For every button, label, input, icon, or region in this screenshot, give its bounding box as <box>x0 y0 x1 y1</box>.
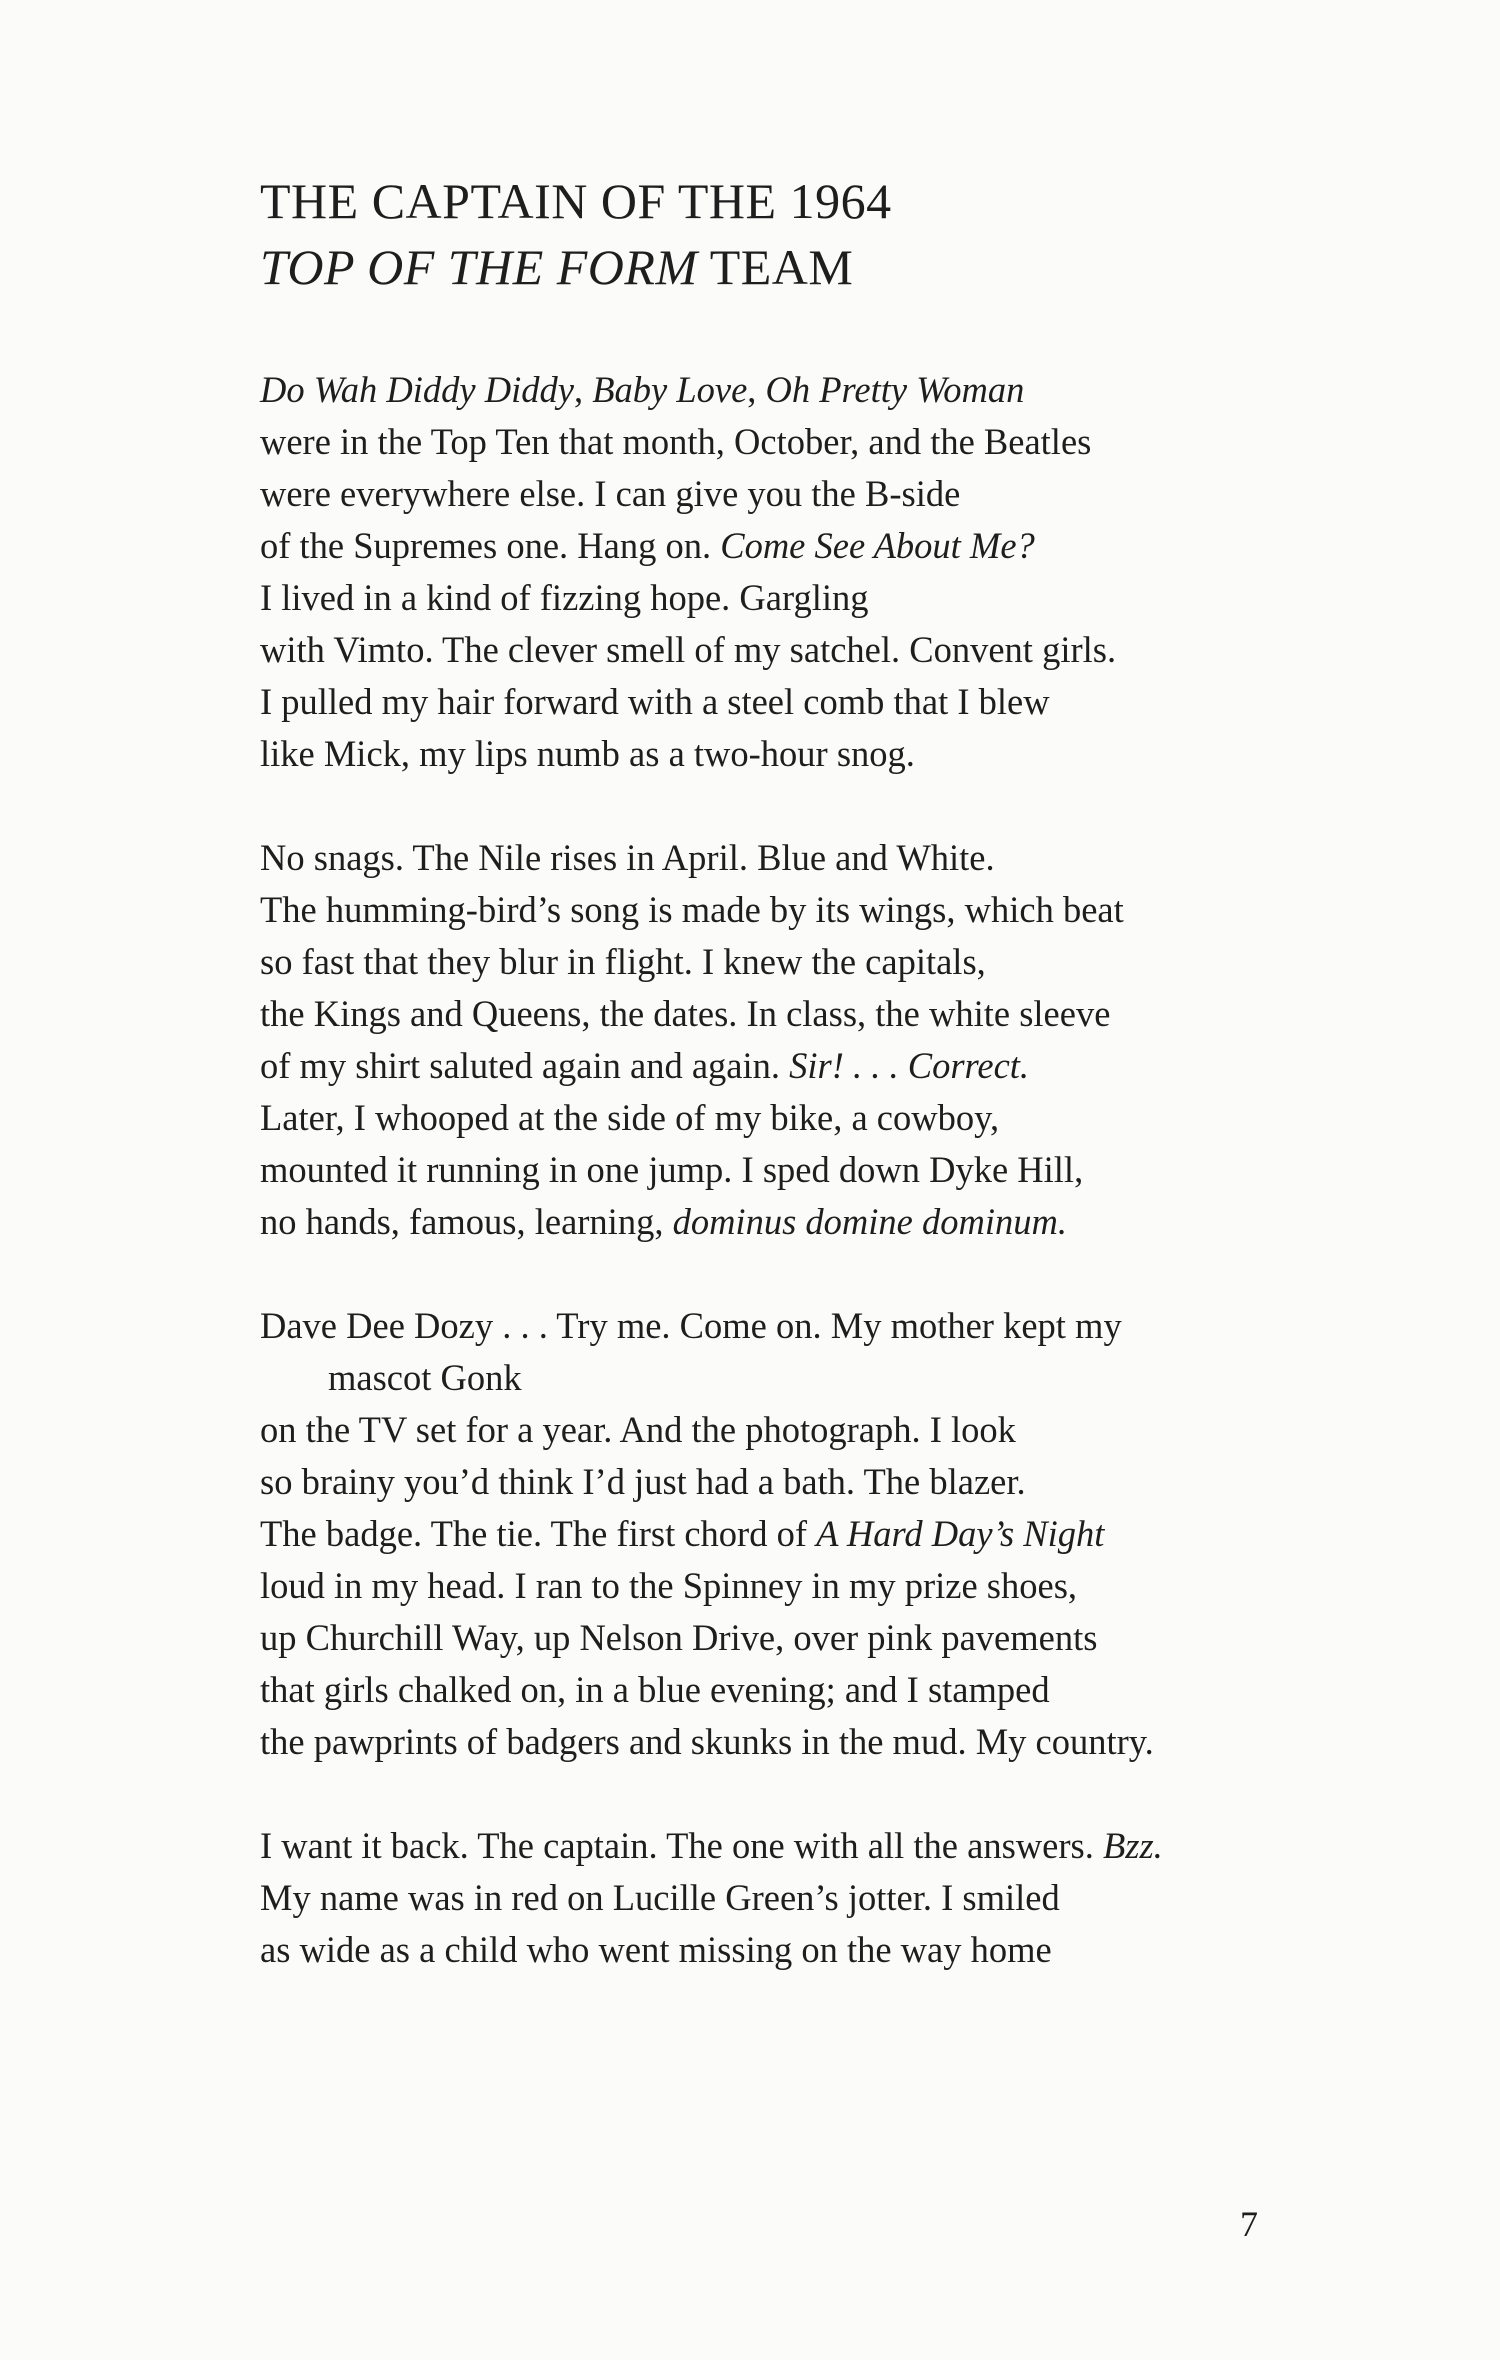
line-text: like Mick, my lips numb as a two-hour snog. <box>260 733 915 774</box>
line-text: The humming-bird’s song is made by its wings, which beat <box>260 889 1124 930</box>
poem-line <box>260 728 1320 780</box>
poem-line <box>260 1924 1320 1976</box>
poem-line <box>260 364 1320 416</box>
poem-line <box>260 1196 1320 1248</box>
italic-text: Bzz. <box>1102 1825 1163 1866</box>
stanza <box>260 832 1320 1248</box>
title-programme-name: TOP OF THE FORM <box>260 239 698 295</box>
title-line-2-rest: TEAM <box>697 239 854 295</box>
italic-text: Sir! . . . Correct. <box>789 1045 1030 1086</box>
line-text: of the Supremes one. Hang on. <box>260 525 721 566</box>
line-text: My name was in red on Lucille Green’s jotter. I smiled <box>260 1877 1060 1918</box>
poem-line <box>260 832 1320 884</box>
line-text: , <box>747 369 766 410</box>
stanza <box>260 1820 1320 1976</box>
poem-line <box>260 1560 1320 1612</box>
poem-line <box>260 1404 1320 1456</box>
stanza <box>260 364 1320 780</box>
line-text: on the TV set for a year. And the photograph. I look <box>260 1409 1016 1450</box>
poem-line <box>260 1300 1320 1352</box>
line-text: loud in my head. I ran to the Spinney in my prize shoes, <box>260 1565 1078 1606</box>
poem-line <box>260 624 1320 676</box>
italic-text: Baby Love <box>592 369 748 410</box>
poem-body <box>260 364 1320 1976</box>
poem-line <box>260 1664 1320 1716</box>
line-text: mascot Gonk <box>328 1357 522 1398</box>
line-text: with Vimto. The clever smell of my satchel. Convent girls. <box>260 629 1117 670</box>
line-text: I pulled my hair forward with a steel comb that I blew <box>260 681 1050 722</box>
line-text: that girls chalked on, in a blue evening; and I stamped <box>260 1669 1050 1710</box>
line-text: up Churchill Way, up Nelson Drive, over pink pavements <box>260 1617 1098 1658</box>
line-text: so brainy you’d think I’d just had a bath. The blazer. <box>260 1461 1026 1502</box>
poem-line <box>260 988 1320 1040</box>
poem-line <box>260 1456 1320 1508</box>
italic-text: Come See About Me? <box>720 525 1035 566</box>
poem-line <box>260 572 1320 624</box>
poem-line <box>260 884 1320 936</box>
poem-line <box>260 1144 1320 1196</box>
poem-line <box>260 1092 1320 1144</box>
poem-line <box>260 520 1320 572</box>
line-text: No snags. The Nile rises in April. Blue and White. <box>260 837 995 878</box>
title-line-1: THE CAPTAIN OF THE 1964 <box>260 173 892 229</box>
poem-line <box>260 1508 1320 1560</box>
title-line-2 <box>260 234 892 300</box>
poem-line <box>260 676 1320 728</box>
page-number: 7 <box>1240 2204 1258 2244</box>
poem-line <box>260 1716 1320 1768</box>
line-text: the pawprints of badgers and skunks in the mud. My country. <box>260 1721 1154 1762</box>
line-text: I want it back. The captain. The one with all the answers. <box>260 1825 1103 1866</box>
line-text: , <box>573 369 593 410</box>
line-text: I lived in a kind of fizzing hope. Gargling <box>260 577 869 618</box>
line-text: were in the Top Ten that month, October, and the Beatles <box>260 421 1092 462</box>
line-text: so fast that they blur in flight. I knew the capitals, <box>260 941 986 982</box>
poem-line <box>260 1820 1320 1872</box>
line-text: of my shirt saluted again and again. <box>260 1045 790 1086</box>
poem-line <box>260 1040 1320 1092</box>
poem-line <box>260 936 1320 988</box>
line-text: The badge. The tie. The first chord of <box>260 1513 817 1554</box>
italic-text: Oh Pretty Woman <box>765 369 1025 410</box>
line-text: the Kings and Queens, the dates. In class, the white sleeve <box>260 993 1111 1034</box>
stanza <box>260 1300 1320 1768</box>
poem-line <box>260 1872 1320 1924</box>
line-text: Later, I whooped at the side of my bike, a cowboy, <box>260 1097 1000 1138</box>
line-text: were everywhere else. I can give you the B-side <box>260 473 961 514</box>
line-text: Dave Dee Dozy . . . Try me. Come on. My mother kept my <box>260 1305 1122 1346</box>
line-text: no hands, famous, learning, <box>260 1201 673 1242</box>
italic-text: dominus domine dominum. <box>672 1201 1067 1242</box>
poem-title <box>260 168 892 300</box>
line-text: as wide as a child who went missing on the way home <box>260 1929 1052 1970</box>
italic-text: Do Wah Diddy Diddy <box>260 369 574 410</box>
poem-line <box>260 1352 1320 1404</box>
line-text: mounted it running in one jump. I sped down Dyke Hill, <box>260 1149 1084 1190</box>
poem-line <box>260 1612 1320 1664</box>
poem-line <box>260 468 1320 520</box>
poem-line <box>260 416 1320 468</box>
italic-text: A Hard Day’s Night <box>816 1513 1105 1554</box>
